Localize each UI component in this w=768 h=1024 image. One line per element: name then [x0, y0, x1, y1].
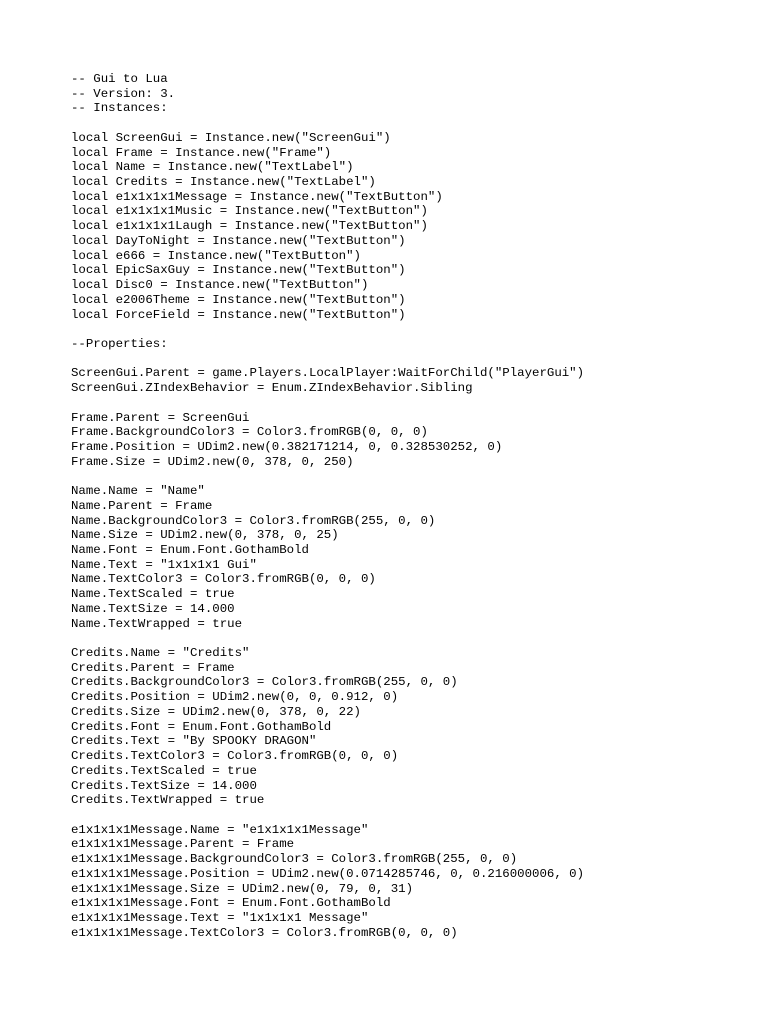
code-line: Name.TextColor3 = Color3.fromRGB(0, 0, 0) — [71, 572, 376, 587]
code-document — [71, 72, 751, 940]
code-line: Credits.Position = UDim2.new(0, 0, 0.912, 0) — [71, 690, 399, 705]
code-line — [71, 631, 751, 646]
code-line: local Frame = Instance.new("Frame") — [71, 145, 332, 160]
code-line — [71, 322, 751, 337]
code-line: e1x1x1x1Message.TextColor3 = Color3.fromRGB(0, 0, 0) — [71, 925, 458, 940]
code-line — [71, 396, 751, 411]
code-line: Frame.Parent = ScreenGui — [71, 410, 250, 425]
code-line: Credits.Size = UDim2.new(0, 378, 0, 22) — [71, 704, 361, 719]
code-line: e1x1x1x1Message.BackgroundColor3 = Color3.fromRGB(255, 0, 0) — [71, 852, 518, 867]
code-line: Credits.Parent = Frame — [71, 660, 235, 675]
code-line: Name.TextScaled = true — [71, 587, 235, 602]
code-line: Credits.Font = Enum.Font.GothamBold — [71, 719, 332, 734]
code-line: Credits.Text = "By SPOOKY DRAGON" — [71, 734, 317, 749]
code-line: local Name = Instance.new("TextLabel") — [71, 160, 354, 175]
code-line: Name.Font = Enum.Font.GothamBold — [71, 543, 309, 557]
code-line: local e1x1x1x1Laugh = Instance.new("TextButton") — [71, 219, 428, 234]
code-line: -- Instances: — [71, 101, 168, 116]
code-line: local e1x1x1x1Message = Instance.new("TextButton") — [71, 189, 443, 204]
code-line: -- Gui to Lua — [71, 72, 168, 86]
code-line: Credits.TextColor3 = Color3.fromRGB(0, 0, 0) — [71, 749, 399, 764]
code-line: Name.TextWrapped = true — [71, 616, 243, 631]
code-line: e1x1x1x1Message.Text = "1x1x1x1 Message" — [71, 910, 369, 925]
code-line: Frame.Position = UDim2.new(0.382171214, 0, 0.328530252, 0) — [71, 439, 503, 454]
code-line: e1x1x1x1Message.Position = UDim2.new(0.0714285746, 0, 0.216000006, 0) — [71, 866, 585, 881]
code-line: e1x1x1x1Message.Name = "e1x1x1x1Message" — [71, 822, 369, 837]
code-line — [71, 116, 751, 131]
code-line: Name.Size = UDim2.new(0, 378, 0, 25) — [71, 528, 339, 543]
code-line: e1x1x1x1Message.Font = Enum.Font.GothamBold — [71, 896, 391, 911]
code-line: ScreenGui.ZIndexBehavior = Enum.ZIndexBehavior.Sibling — [71, 381, 473, 396]
code-line: Credits.TextWrapped = true — [71, 793, 265, 808]
code-line — [71, 808, 751, 823]
code-line: local e1x1x1x1Music = Instance.new("TextButton") — [71, 204, 428, 219]
code-line: local Credits = Instance.new("TextLabel") — [71, 175, 376, 190]
code-line: Frame.Size = UDim2.new(0, 378, 0, 250) — [71, 454, 354, 469]
code-line: local Disc0 = Instance.new("TextButton") — [71, 278, 369, 293]
code-line: e1x1x1x1Message.Size = UDim2.new(0, 79, 0, 31) — [71, 881, 414, 896]
code-line: Credits.TextScaled = true — [71, 763, 257, 778]
code-line: ScreenGui.Parent = game.Players.LocalPlayer:WaitForChild("PlayerGui") — [71, 366, 585, 381]
code-line — [71, 469, 751, 484]
code-line: Name.TextSize = 14.000 — [71, 601, 235, 616]
code-line: local ScreenGui = Instance.new("ScreenGui") — [71, 130, 391, 145]
code-line: Credits.Name = "Credits" — [71, 646, 250, 661]
code-line: Name.Parent = Frame — [71, 498, 213, 513]
code-line: Name.Name = "Name" — [71, 484, 205, 499]
code-line: -- Version: 3. — [71, 86, 176, 101]
code-line: Name.Text = "1x1x1x1 Gui" — [71, 557, 257, 572]
code-line: e1x1x1x1Message.Parent = Frame — [71, 837, 295, 852]
code-line: Name.BackgroundColor3 = Color3.fromRGB(255, 0, 0) — [71, 513, 436, 528]
code-line — [71, 352, 751, 367]
code-line: local EpicSaxGuy = Instance.new("TextButton") — [71, 263, 406, 278]
code-line: local e666 = Instance.new("TextButton") — [71, 248, 361, 263]
code-line: Frame.BackgroundColor3 = Color3.fromRGB(0, 0, 0) — [71, 425, 428, 440]
code-line: --Properties: — [71, 336, 168, 351]
code-line: Credits.BackgroundColor3 = Color3.fromRGB(255, 0, 0) — [71, 675, 458, 690]
code-line: local e2006Theme = Instance.new("TextButton") — [71, 292, 406, 307]
code-line: local ForceField = Instance.new("TextButton") — [71, 307, 406, 322]
code-line: local DayToNight = Instance.new("TextButton") — [71, 233, 406, 248]
code-line: Credits.TextSize = 14.000 — [71, 778, 257, 793]
